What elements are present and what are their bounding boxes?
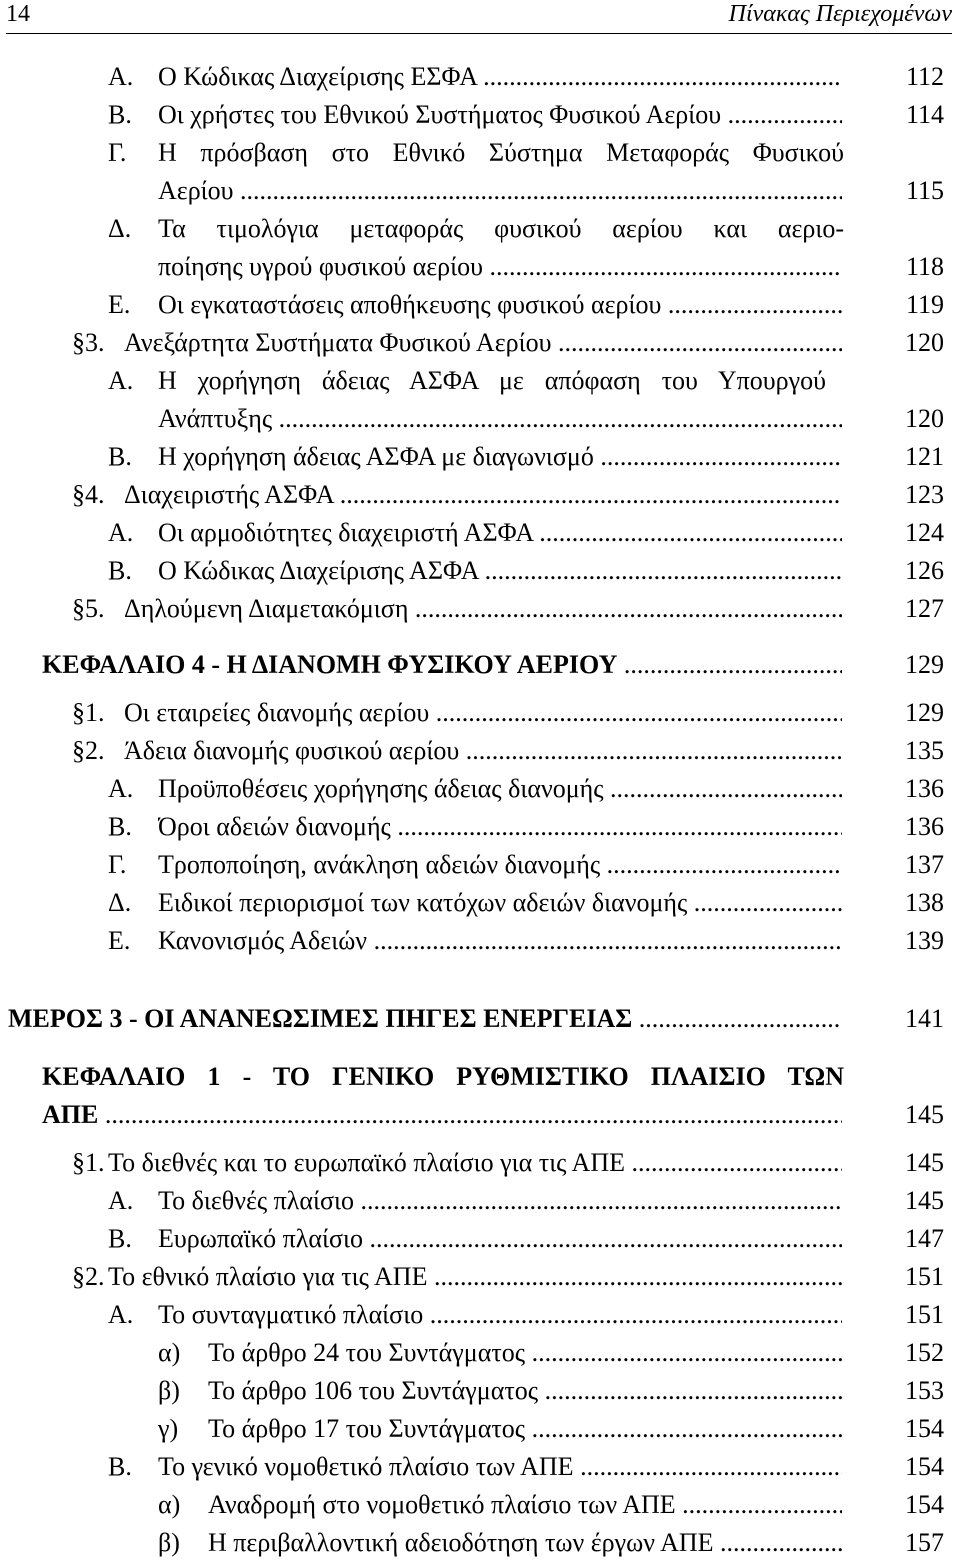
toc-entry <box>0 96 960 134</box>
toc-label: Α. <box>108 518 134 547</box>
toc-page: 114 <box>905 100 944 129</box>
toc-title: Δηλούμενη Διαμετακόμιση ..... <box>124 590 842 628</box>
toc-entry-continuation <box>0 172 960 210</box>
toc-title: Το διεθνές πλαίσιο ..... <box>158 1182 842 1220</box>
toc-entry-continuation <box>0 248 960 286</box>
toc-part-heading <box>0 1000 960 1038</box>
toc-page: 120 <box>905 404 944 433</box>
toc-page: 139 <box>905 926 944 955</box>
running-header <box>0 0 960 32</box>
toc-page: 151 <box>905 1300 944 1329</box>
toc-entry <box>0 1410 960 1448</box>
toc-entry <box>0 1486 960 1524</box>
toc-entry <box>0 362 960 400</box>
toc-page: 121 <box>905 442 944 471</box>
toc-page: 129 <box>905 650 944 679</box>
toc-title: Η πρόσβαση στο Εθνικό Σύστημα Μεταφοράς Φυσικού <box>158 138 844 167</box>
toc-label: Β. <box>108 442 132 471</box>
toc-page: 119 <box>905 290 944 319</box>
toc-title: Οι αρμοδιότητες διαχειριστή ΑΣΦΑ ..... <box>158 514 842 552</box>
toc-label: Α. <box>108 774 134 803</box>
toc-title: Οι εταιρείες διανομής αερίου ..... <box>124 694 842 732</box>
toc-page: 145 <box>905 1148 944 1177</box>
page-number: 14 <box>6 1 30 27</box>
toc-title: ΑΠΕ ..... <box>42 1096 842 1134</box>
toc-entry <box>0 1524 960 1562</box>
toc-entry <box>0 286 960 324</box>
toc-label: α) <box>158 1338 181 1367</box>
toc-entry <box>0 552 960 590</box>
toc-entry <box>0 134 960 172</box>
toc-label: Β. <box>108 100 132 129</box>
toc-page: 145 <box>905 1100 944 1129</box>
toc-label: §2. <box>72 1262 105 1291</box>
toc-title: Διαχειριστής ΑΣΦΑ ..... <box>124 476 842 514</box>
toc-title: Οι χρήστες του Εθνικού Συστήματος Φυσικού Αερίου ..... <box>158 96 842 134</box>
toc-label: §3. <box>72 328 105 357</box>
toc-page: 152 <box>905 1338 944 1367</box>
toc-page: 123 <box>905 480 944 509</box>
toc-title: Το συνταγματικό πλαίσιο ..... <box>158 1296 842 1334</box>
toc-label: §1. <box>72 1148 105 1177</box>
toc-page: 126 <box>905 556 944 585</box>
toc-entry <box>0 514 960 552</box>
toc-label: α) <box>158 1490 181 1519</box>
toc-label: Α. <box>108 62 134 91</box>
toc-title: Ευρωπαϊκό πλαίσιο ..... <box>158 1220 842 1258</box>
toc-entry <box>0 438 960 476</box>
toc-title: ποίησης υγρού φυσικού αερίου ..... <box>158 248 842 286</box>
toc-page: 157 <box>905 1528 944 1557</box>
toc-page: 136 <box>905 812 944 841</box>
toc-page: 154 <box>905 1414 944 1443</box>
toc-label: §5. <box>72 594 105 623</box>
toc-label: β) <box>158 1528 180 1557</box>
toc-label: Β. <box>108 812 132 841</box>
toc-title: Ο Κώδικας Διαχείρισης ΕΣΦΑ ..... <box>158 58 842 96</box>
toc-page: 145 <box>905 1186 944 1215</box>
toc-page: 141 <box>905 1004 944 1033</box>
toc-entry <box>0 1182 960 1220</box>
toc-label: Β. <box>108 556 132 585</box>
toc-entry <box>0 1144 960 1182</box>
toc-title: Τροποποίηση, ανάκληση αδειών διανομής ..... <box>158 846 842 884</box>
toc-label: Ε. <box>108 290 131 319</box>
toc-page: 124 <box>905 518 944 547</box>
toc-title: Η χορήγηση άδειας ΑΣΦΑ με διαγωνισμό ..... <box>158 438 842 476</box>
toc-entry <box>0 58 960 96</box>
toc-label: Δ. <box>108 888 132 917</box>
toc-entry <box>0 476 960 514</box>
toc-entry <box>0 694 960 732</box>
toc-page: 151 <box>905 1262 944 1291</box>
toc-entry <box>0 732 960 770</box>
toc-entry <box>0 846 960 884</box>
toc-entry <box>0 1372 960 1410</box>
toc-title: Η χορήγηση άδειας ΑΣΦΑ με απόφαση του Υπουργού <box>158 366 826 395</box>
toc-page: 153 <box>905 1376 944 1405</box>
toc-title: Το άρθρο 17 του Συντάγματος ..... <box>208 1410 842 1448</box>
toc-title: ΜΕΡΟΣ 3 - ΟΙ ΑΝΑΝΕΩΣΙΜΕΣ ΠΗΓΕΣ ΕΝΕΡΓΕΙΑΣ ..... <box>8 1000 842 1038</box>
toc-page: 127 <box>905 594 944 623</box>
toc-page: 154 <box>905 1452 944 1481</box>
toc-label: β) <box>158 1376 180 1405</box>
toc-label: §1. <box>72 698 105 727</box>
toc-page: 137 <box>905 850 944 879</box>
toc-title: ΚΕΦΑΛΑΙΟ 1 - ΤΟ ΓΕΝΙΚΟ ΡΥΘΜΙΣΤΙΚΟ ΠΛΑΙΣΙΟ ΤΩΝ <box>42 1062 844 1091</box>
toc-page: 154 <box>905 1490 944 1519</box>
toc-label: γ) <box>158 1414 179 1443</box>
toc-label: Γ. <box>108 138 127 167</box>
toc-title: Όροι αδειών διανομής ..... <box>158 808 842 846</box>
toc-title: Άδεια διανομής φυσικού αερίου ..... <box>124 732 842 770</box>
toc-title: Τα τιμολόγια μεταφοράς φυσικού αερίου και αεριο- <box>158 214 844 243</box>
toc-entry <box>0 324 960 362</box>
toc-title: Κανονισμός Αδειών ..... <box>158 922 842 960</box>
toc-title: Ανεξάρτητα Συστήματα Φυσικού Αερίου ..... <box>124 324 842 362</box>
toc-page: 138 <box>905 888 944 917</box>
toc-entry <box>0 770 960 808</box>
toc-label: Α. <box>108 1300 134 1329</box>
toc-entry <box>0 1258 960 1296</box>
toc-entry <box>0 210 960 248</box>
toc-title: Το διεθνές και το ευρωπαϊκό πλαίσιο για τις ΑΠΕ ..... <box>108 1144 842 1182</box>
toc-page: 118 <box>905 252 944 281</box>
toc-label: Α. <box>108 1186 134 1215</box>
toc-entry <box>0 1334 960 1372</box>
toc-label: Β. <box>108 1224 132 1253</box>
toc-entry <box>0 1220 960 1258</box>
toc-page: 120 <box>905 328 944 357</box>
toc-chapter-heading <box>0 646 960 684</box>
toc-chapter-heading <box>0 1058 960 1096</box>
toc-entry <box>0 1448 960 1486</box>
toc-label: Β. <box>108 1452 132 1481</box>
toc-entry <box>0 1296 960 1334</box>
toc-title: Το εθνικό πλαίσιο για τις ΑΠΕ ..... <box>108 1258 842 1296</box>
running-title: Πίνακας Περιεχομένων <box>728 1 952 27</box>
toc-label: §4. <box>72 480 105 509</box>
toc-label: Ε. <box>108 926 131 955</box>
toc-label: Δ. <box>108 214 132 243</box>
toc-entry-continuation <box>0 400 960 438</box>
toc-title: Αερίου ..... <box>158 172 842 210</box>
toc-page: 147 <box>905 1224 944 1253</box>
toc-title: Το άρθρο 24 του Συντάγματος ..... <box>208 1334 842 1372</box>
toc-title: Ανάπτυξης ..... <box>158 400 842 438</box>
toc-entry <box>0 590 960 628</box>
toc-title: Ειδικοί περιορισμοί των κατόχων αδειών διανομής ..... <box>158 884 842 922</box>
toc-entry <box>0 808 960 846</box>
header-rule <box>6 33 952 34</box>
toc-page: 129 <box>905 698 944 727</box>
toc-label: Γ. <box>108 850 127 879</box>
toc-title: ΚΕΦΑΛΑΙΟ 4 - Η ΔΙΑΝΟΜΗ ΦΥΣΙΚΟΥ ΑΕΡΙΟΥ ..... <box>42 646 842 684</box>
toc-title: Προϋποθέσεις χορήγησης άδειας διανομής ..... <box>158 770 842 808</box>
toc-entry <box>0 884 960 922</box>
toc-page: 112 <box>905 62 944 91</box>
toc-title: Αναδρομή στο νομοθετικό πλαίσιο των ΑΠΕ ..... <box>208 1486 842 1524</box>
toc-page: 135 <box>905 736 944 765</box>
toc-page: 136 <box>905 774 944 803</box>
toc-title: Η περιβαλλοντική αδειοδότηση των έργων ΑΠΕ ..... <box>208 1524 842 1562</box>
toc-title: Το άρθρο 106 του Συντάγματος ..... <box>208 1372 842 1410</box>
toc-page: 115 <box>905 176 944 205</box>
toc-label: Α. <box>108 366 134 395</box>
toc-entry <box>0 922 960 960</box>
toc-title: Το γενικό νομοθετικό πλαίσιο των ΑΠΕ ..... <box>158 1448 842 1486</box>
toc-title: Ο Κώδικας Διαχείρισης ΑΣΦΑ ..... <box>158 552 842 590</box>
toc-chapter-heading-continuation <box>0 1096 960 1134</box>
toc-label: §2. <box>72 736 105 765</box>
toc-title: Οι εγκαταστάσεις αποθήκευσης φυσικού αερίου ..... <box>158 286 842 324</box>
